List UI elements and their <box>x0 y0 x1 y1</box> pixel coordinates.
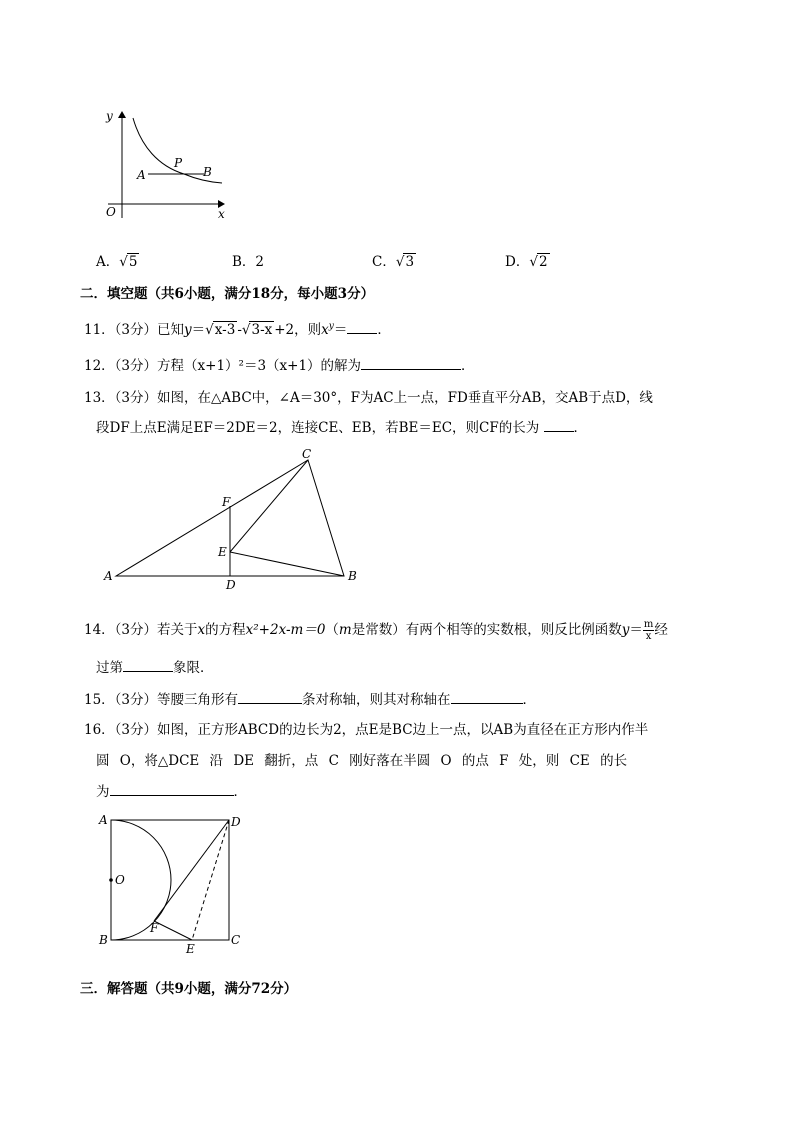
sqrt-sign: √ <box>529 254 538 270</box>
sqrt-sign: √ <box>119 254 128 270</box>
answer-blank[interactable] <box>238 691 302 704</box>
question-16-line-1: 16．（3分）如图，正方形ABCD的边长为2，点E是BC边上一点，以AB为直径在正方形内作半 <box>84 722 649 738</box>
option-b: B．2 <box>232 254 265 270</box>
label-e: E <box>218 545 227 559</box>
label-e: E <box>186 942 195 956</box>
question-15: 15．（3分）等腰三角形有 条对称轴，则其对称轴在 ． <box>84 692 537 708</box>
q10-figure <box>96 106 236 226</box>
label-b: B <box>348 569 357 583</box>
label-f: F <box>222 495 231 509</box>
label-f: F <box>150 921 159 935</box>
q13-figure <box>96 446 366 592</box>
section-2-title: 二．填空题（共6小题，满分18分，每小题3分） <box>80 286 375 302</box>
answer-blank[interactable] <box>361 357 461 370</box>
answer-blank[interactable] <box>110 783 234 796</box>
label-c: C <box>231 933 241 947</box>
sqrt-sign: √ <box>241 322 251 338</box>
question-16-line-2: 圆 O，将△DCE 沿 DE 翻折，点 C 刚好落在半圆 O 的点 F 处，则 CE 的长 <box>96 753 628 769</box>
segment-de-dashed <box>192 820 229 940</box>
center-o <box>109 878 113 882</box>
option-a: A．√5 <box>96 254 138 270</box>
q16-figure <box>96 810 256 956</box>
a-label: A <box>137 168 146 182</box>
question-12: 12．（3分）方程（x+1）²＝3（x+1）的解为 ． <box>84 358 475 374</box>
radicand-d: 2 <box>538 254 548 270</box>
segment-df <box>154 820 229 921</box>
p-label: P <box>174 156 183 170</box>
label-d: D <box>226 578 236 592</box>
label-c: C <box>302 447 312 461</box>
answer-blank[interactable] <box>123 659 173 672</box>
option-c: C．√3 <box>372 254 415 270</box>
answer-blank[interactable] <box>451 691 523 704</box>
question-14-line-1: 14．（3分）若关于x的方程x²+2x-m＝0（m是常数）有两个相等的实数根，则反比例函数y＝ $\frac{m}{x}$ 经 <box>84 619 668 642</box>
radicand-c: 3 <box>405 254 415 270</box>
radicand-a: 5 <box>128 254 138 270</box>
question-13-line-2: 段DF上点E满足EF＝2DE＝2，连接CE、EB，若BE＝EC，则CF的长为 ． <box>96 420 588 436</box>
label-o: O <box>115 873 125 887</box>
y-label: y <box>106 109 113 123</box>
answer-blank[interactable] <box>347 321 377 334</box>
square-abcd <box>111 820 229 940</box>
option-d: D．√2 <box>505 254 548 270</box>
label-b: B <box>99 933 108 947</box>
question-11: 11．（3分）已知y＝√x-3 -√3-x +2，则$x^y=$ ． <box>84 321 391 338</box>
x-label: x <box>218 207 225 221</box>
segment-ec <box>230 460 308 552</box>
question-16-line-3: 为 ． <box>96 784 247 800</box>
sqrt-sign: √ <box>395 254 405 270</box>
segment-eb <box>230 552 344 576</box>
sqrt-sign: √ <box>205 322 214 338</box>
question-13-line-1: 13．（3分）如图，在△ABC中，∠A＝30°，F为AC上一点，FD垂直平分AB，交AB于点D，线 <box>84 390 653 406</box>
section-3-title: 三．解答题（共9小题，满分72分） <box>80 981 298 997</box>
label-d: D <box>231 815 241 829</box>
label-a: A <box>104 569 113 583</box>
b-label: B <box>203 165 212 179</box>
segment-fe <box>154 921 192 940</box>
fraction-m-over-x: $\frac{m}{x}$ <box>643 619 654 642</box>
answer-blank[interactable] <box>544 419 574 432</box>
question-14-line-2: 过第 象限． <box>96 660 214 676</box>
origin-label: O <box>106 205 116 219</box>
label-a: A <box>99 813 108 827</box>
